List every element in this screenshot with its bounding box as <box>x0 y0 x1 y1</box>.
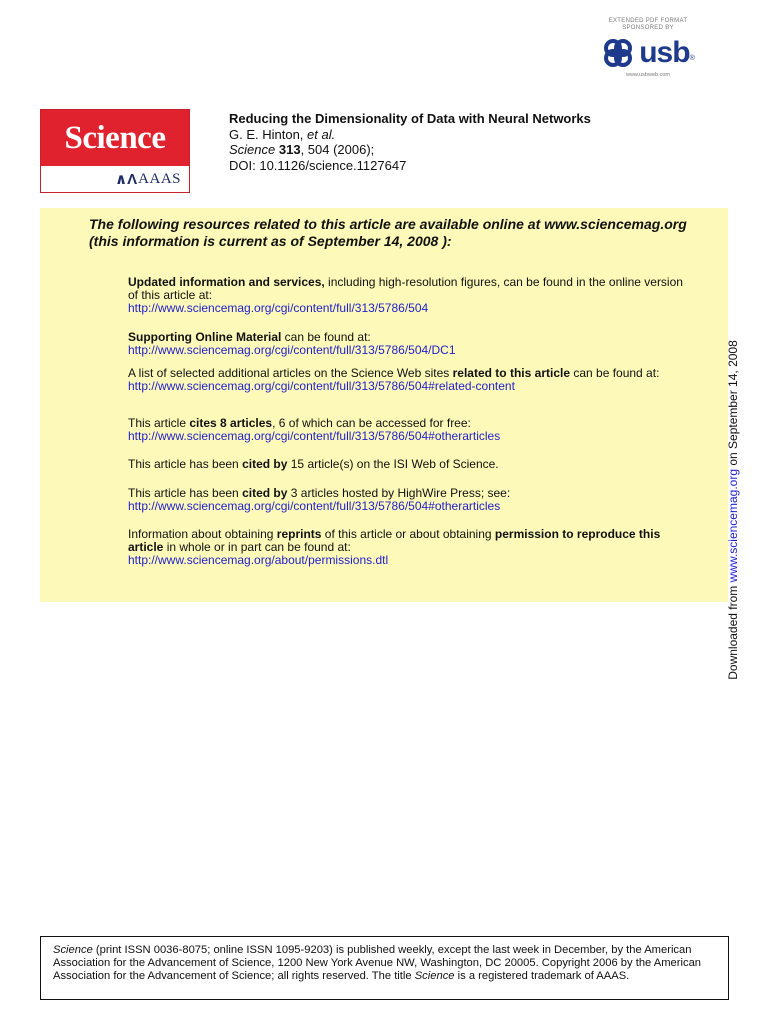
resources-box <box>40 208 728 602</box>
cites-bold: cites 8 articles <box>189 416 273 430</box>
aaas-icon: ∧Λ <box>114 171 138 188</box>
journal-name: Science <box>229 142 276 157</box>
cited-hw-text-1: This article has been <box>128 486 243 500</box>
related-articles-item <box>128 367 688 393</box>
sponsor-mark <box>582 36 714 70</box>
permissions-bold-2: permission to reproduce this article <box>128 527 661 554</box>
resources-heading: The following resources related to this article are available online at www.sciencemag.org (this information is current as of September 14, 2008 ): <box>89 216 687 249</box>
cited-highwire-item <box>128 487 688 513</box>
updated-text: including high-resolution figures, can be found in the online version of this article at: <box>128 275 683 302</box>
permissions-bold-1: reprints <box>276 527 322 541</box>
related-text-2: can be found at: <box>570 366 660 380</box>
permissions-link[interactable]: http://www.sciencemag.org/about/permissions.dtl <box>128 553 389 567</box>
authors-etal: et al. <box>307 126 336 142</box>
journal-volume: 313 <box>278 142 301 157</box>
updated-link[interactable]: http://www.sciencemag.org/cgi/content/full/313/5786/504 <box>128 301 429 315</box>
download-note-before: Downloaded from <box>726 582 740 680</box>
footer-text-2: is a registered trademark of AAAS. <box>454 969 630 982</box>
sponsor-url: www.usbweb.com <box>625 72 671 78</box>
related-text-1: A list of selected additional articles on the Science Web sites <box>128 366 453 380</box>
cited-isi-bold: cited by <box>242 457 288 471</box>
cites-item <box>128 417 688 443</box>
sponsor-line-1: EXTENDED PDF FORMAT <box>608 18 688 24</box>
science-logo <box>40 109 190 193</box>
supporting-text: can be found at: <box>281 330 371 344</box>
science-logo-text: Science <box>64 119 166 156</box>
supporting-material-item <box>128 331 688 357</box>
cited-isi-item <box>128 458 688 471</box>
permissions-text-2: of this article or about obtaining <box>321 527 495 541</box>
article-doi: DOI: 10.1126/science.1127647 <box>229 157 407 173</box>
cited-isi-text-2: 15 article(s) on the ISI Web of Science. <box>287 457 499 471</box>
cites-text-2: , 6 of which can be accessed for free: <box>272 416 471 430</box>
article-title: Reducing the Dimensionality of Data with Neural Networks <box>229 111 591 126</box>
article-authors <box>229 127 609 143</box>
updated-information-item <box>128 276 688 315</box>
supporting-link[interactable]: http://www.sciencemag.org/cgi/content/full/313/5786/504/DC1 <box>128 343 456 357</box>
related-link[interactable]: http://www.sciencemag.org/cgi/content/full/313/5786/504#related-content <box>128 379 515 393</box>
sponsor-registered: ® <box>689 55 695 62</box>
sponsor-line-2: SPONSORED BY <box>622 25 674 31</box>
cites-text-1: This article <box>128 416 190 430</box>
aaas-text: AAAS <box>138 170 181 187</box>
pages-year: , 504 (2006); <box>300 142 375 157</box>
permissions-item <box>128 528 688 567</box>
copyright-footer <box>40 936 729 1000</box>
supporting-bold: Supporting Online Material <box>128 330 282 344</box>
updated-bold: Updated information and services, <box>128 275 325 289</box>
download-note-after: on September 14, 2008 <box>726 340 740 469</box>
cites-link[interactable]: http://www.sciencemag.org/cgi/content/full/313/5786/504#otherarticles <box>128 429 501 443</box>
article-citation <box>229 111 609 173</box>
sponsor-brand: usb <box>639 36 690 69</box>
authors-text: G. E. Hinton, <box>229 126 308 142</box>
download-note-text <box>726 340 740 680</box>
permissions-text-1: Information about obtaining <box>128 527 277 541</box>
cited-hw-bold: cited by <box>242 486 288 500</box>
footer-text-1: (print ISSN 0036-8075; online ISSN 1095-9203) is published weekly, except the last week in December, by the American Association for the Advancement of Science, 1200 New York Avenue NW, Washington, DC 20005. Copyright 2006 by the American Association for the Advancement of Science; all rights reserved. The title <box>53 944 702 982</box>
aaas-logo <box>41 166 189 192</box>
permissions-text-3: in whole or in part can be found at: <box>163 540 351 554</box>
article-reference <box>229 142 609 158</box>
science-logo-band <box>41 110 189 166</box>
footer-journal-2: Science <box>414 969 455 982</box>
cited-hw-text-2: 3 articles hosted by HighWire Press; see: <box>287 486 511 500</box>
download-note-link[interactable]: www.sciencemag.org <box>726 468 740 583</box>
related-bold: related to this article <box>452 366 570 380</box>
cited-hw-link[interactable]: http://www.sciencemag.org/cgi/content/full/313/5786/504#otherarticles <box>128 499 501 513</box>
footer-journal: Science <box>53 944 93 956</box>
usb-knot-icon <box>601 36 635 70</box>
cited-isi-text-1: This article has been <box>128 457 243 471</box>
sponsor-logo <box>582 18 714 96</box>
